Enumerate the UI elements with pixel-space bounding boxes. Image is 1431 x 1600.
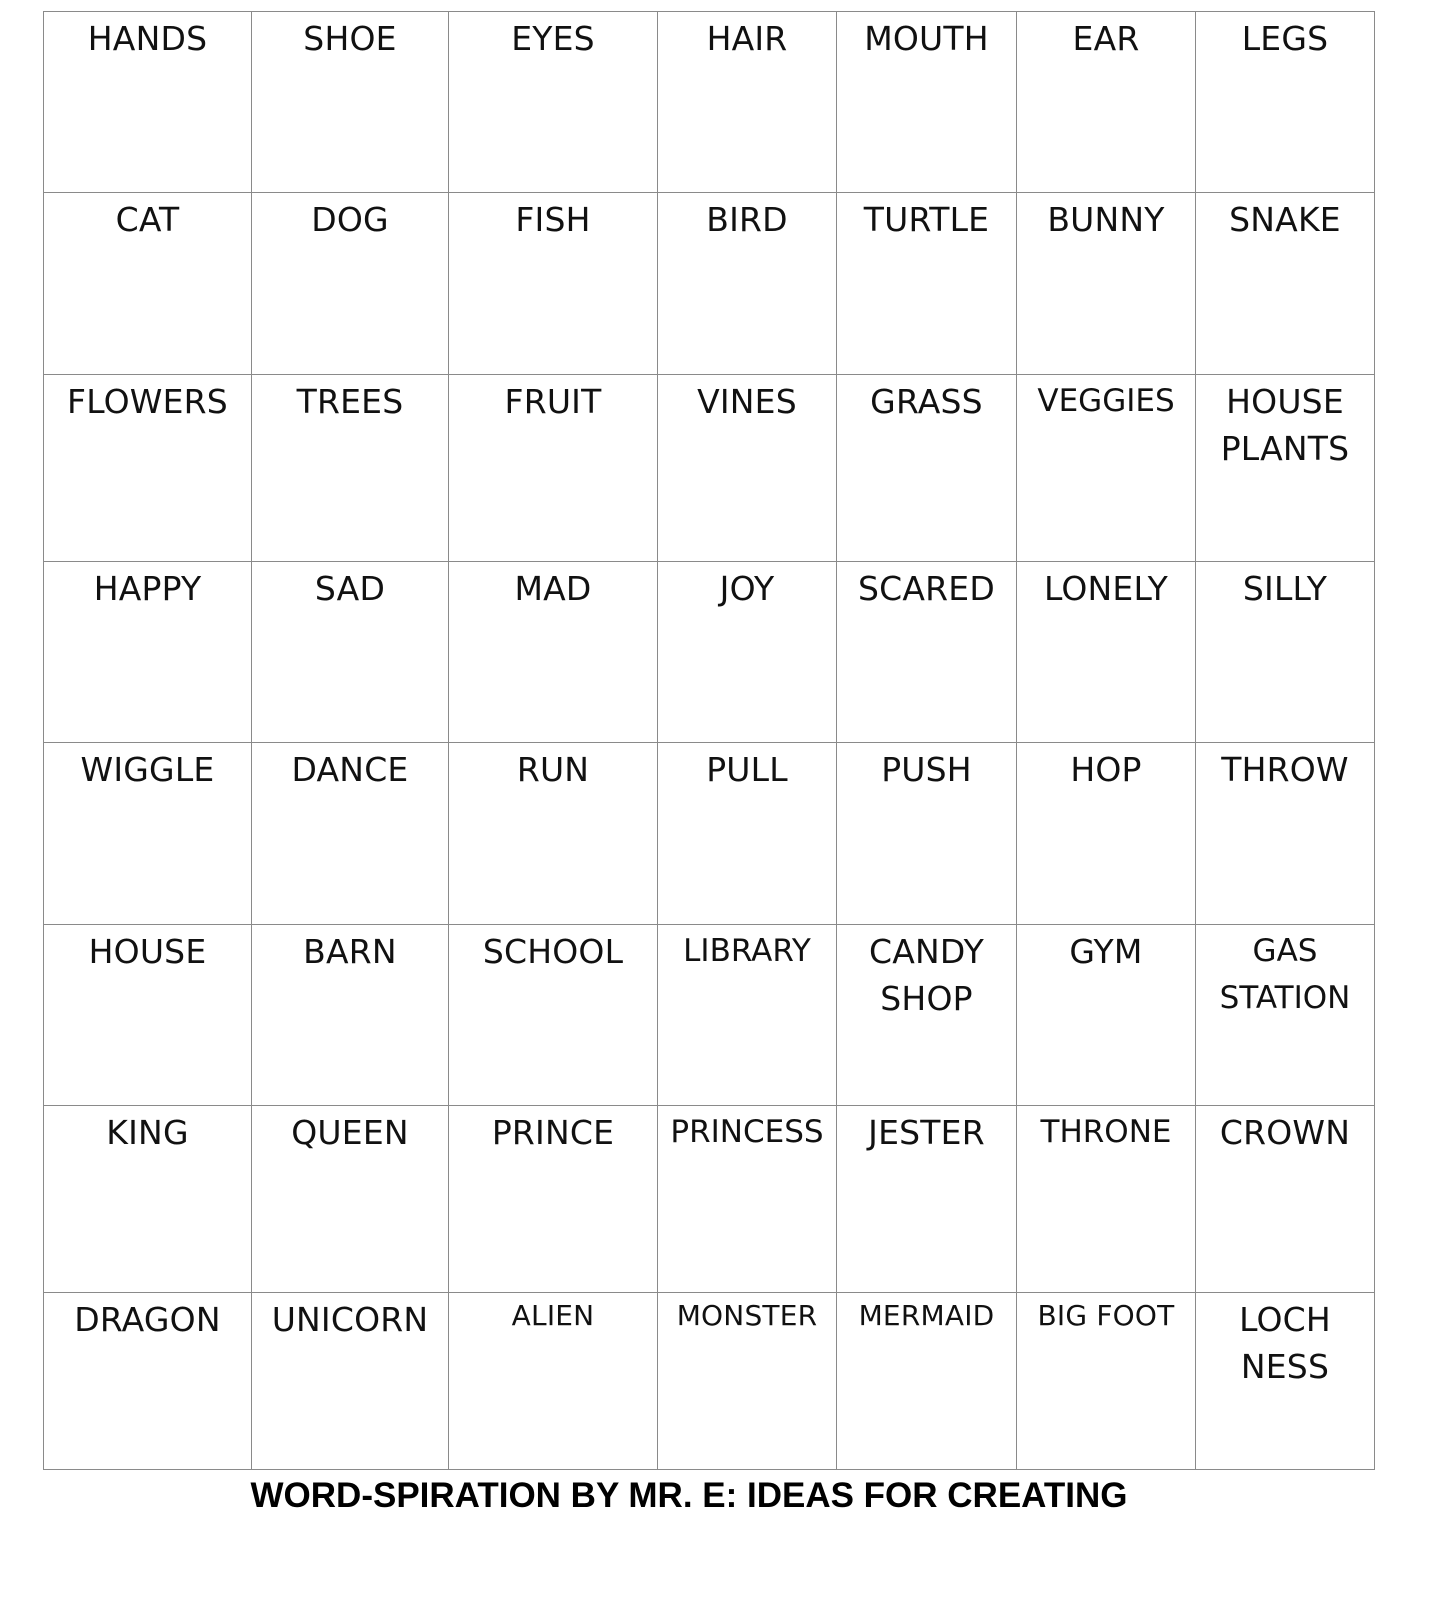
word-cell [44,12,252,193]
word-label: TREES [296,382,404,421]
word-label: TURTLE [863,200,990,239]
word-label: THROW [1221,750,1349,789]
word-label: MONSTER [676,1299,818,1332]
word-cell [1017,743,1196,925]
word-label: SCHOOL [482,932,624,971]
word-cell [44,1106,252,1293]
word-cell [1017,1106,1196,1293]
word-cell [449,562,658,743]
word-cell [1017,925,1196,1106]
word-cell [252,743,449,925]
word-cell [658,1106,837,1293]
word-label: DANCE [291,750,409,789]
word-label: GAS STATION [1219,933,1351,1016]
word-label: THRONE [1040,1114,1172,1150]
grid-row-feelings [44,562,1375,743]
word-cell [658,562,837,743]
word-cell [449,925,658,1106]
word-cell [449,193,658,375]
word-label: SAD [314,569,386,608]
word-label: FLOWERS [67,382,228,421]
word-label: ALIEN [511,1299,595,1332]
word-label: LIBRARY [683,933,811,969]
word-cell [1017,193,1196,375]
word-cell [1017,375,1196,562]
word-cell [837,12,1017,193]
word-label: BUNNY [1047,200,1165,239]
word-cell [1196,12,1375,193]
word-grid [43,11,1375,1470]
word-cell [658,743,837,925]
word-label: DRAGON [74,1300,221,1339]
word-label: HOP [1070,750,1142,789]
word-label: PULL [706,750,788,789]
word-label: CAT [115,200,180,239]
word-cell [1196,375,1375,562]
word-cell [44,1293,252,1470]
word-cell [449,1106,658,1293]
word-label: MERMAID [858,1299,995,1332]
word-cell [1017,12,1196,193]
word-label: LONELY [1043,569,1169,608]
word-label: SNAKE [1229,200,1341,239]
word-cell [449,743,658,925]
footer-caption: WORD-SPIRATION BY MR. E: IDEAS FOR CREATING [250,1476,1128,1515]
word-label: LOCH NESS [1239,1300,1331,1386]
word-label: BIG FOOT [1037,1299,1175,1332]
word-label: GYM [1069,932,1143,971]
word-label: HAPPY [93,569,202,608]
word-label: JESTER [868,1113,985,1152]
word-cell [1196,193,1375,375]
grid-row-animals [44,193,1375,375]
word-cell [837,1293,1017,1470]
word-label: HOUSE [88,932,207,971]
word-label: MAD [514,569,592,608]
word-cell [658,1293,837,1470]
word-cell [658,12,837,193]
word-label: HANDS [87,19,208,58]
word-label: PRINCESS [670,1114,824,1150]
word-cell [1017,1293,1196,1470]
grid-row-royalty [44,1106,1375,1293]
word-label: HAIR [706,19,788,58]
word-label: SCARED [858,569,995,608]
word-label: DOG [311,200,389,239]
word-label: FRUIT [504,382,602,421]
grid-row-actions [44,743,1375,925]
word-label: FISH [515,200,591,239]
word-label: PRINCE [491,1113,615,1152]
grid-row-body-parts [44,12,1375,193]
grid-row-creatures [44,1293,1375,1470]
word-cell [1196,1106,1375,1293]
word-cell [837,562,1017,743]
word-cell [1196,1293,1375,1470]
word-label: VEGGIES [1037,383,1175,419]
word-cell [252,1293,449,1470]
word-cell [44,193,252,375]
grid-row-places [44,925,1375,1106]
word-cell [1196,743,1375,925]
word-cell [252,562,449,743]
word-label: GRASS [870,382,983,421]
word-cell [252,375,449,562]
word-cell [44,925,252,1106]
word-cell [252,12,449,193]
word-cell [449,1293,658,1470]
word-cell [252,193,449,375]
word-cell [44,562,252,743]
word-cell [1196,925,1375,1106]
word-label: JOY [719,569,775,608]
word-label: SHOE [303,19,397,58]
word-label: MOUTH [864,19,989,58]
word-cell [449,12,658,193]
word-label: LEGS [1241,19,1329,58]
word-label: PUSH [881,750,972,789]
word-cell [837,193,1017,375]
word-label: VINES [697,382,797,421]
word-label: WIGGLE [80,750,215,789]
word-label: SILLY [1242,569,1328,608]
word-label: HOUSE PLANTS [1220,382,1350,468]
word-label: UNICORN [271,1300,429,1339]
word-cell [837,925,1017,1106]
word-label: QUEEN [291,1113,409,1152]
word-label: EYES [511,19,595,58]
word-cell [252,925,449,1106]
word-cell [658,193,837,375]
word-cell [1017,562,1196,743]
grid-row-plants [44,375,1375,562]
word-label: BIRD [706,200,788,239]
word-cell [837,743,1017,925]
word-cell [658,375,837,562]
word-cell [658,925,837,1106]
word-cell [837,375,1017,562]
word-label: KING [106,1113,189,1152]
word-cell [449,375,658,562]
word-label: EAR [1072,19,1140,58]
word-cell [252,1106,449,1293]
word-cell [44,375,252,562]
word-cell [44,743,252,925]
word-cell [1196,562,1375,743]
word-cell [837,1106,1017,1293]
word-label: RUN [516,750,590,789]
word-label: BARN [303,932,397,971]
word-label: CROWN [1219,1113,1351,1152]
word-label: CANDY SHOP [868,932,985,1018]
